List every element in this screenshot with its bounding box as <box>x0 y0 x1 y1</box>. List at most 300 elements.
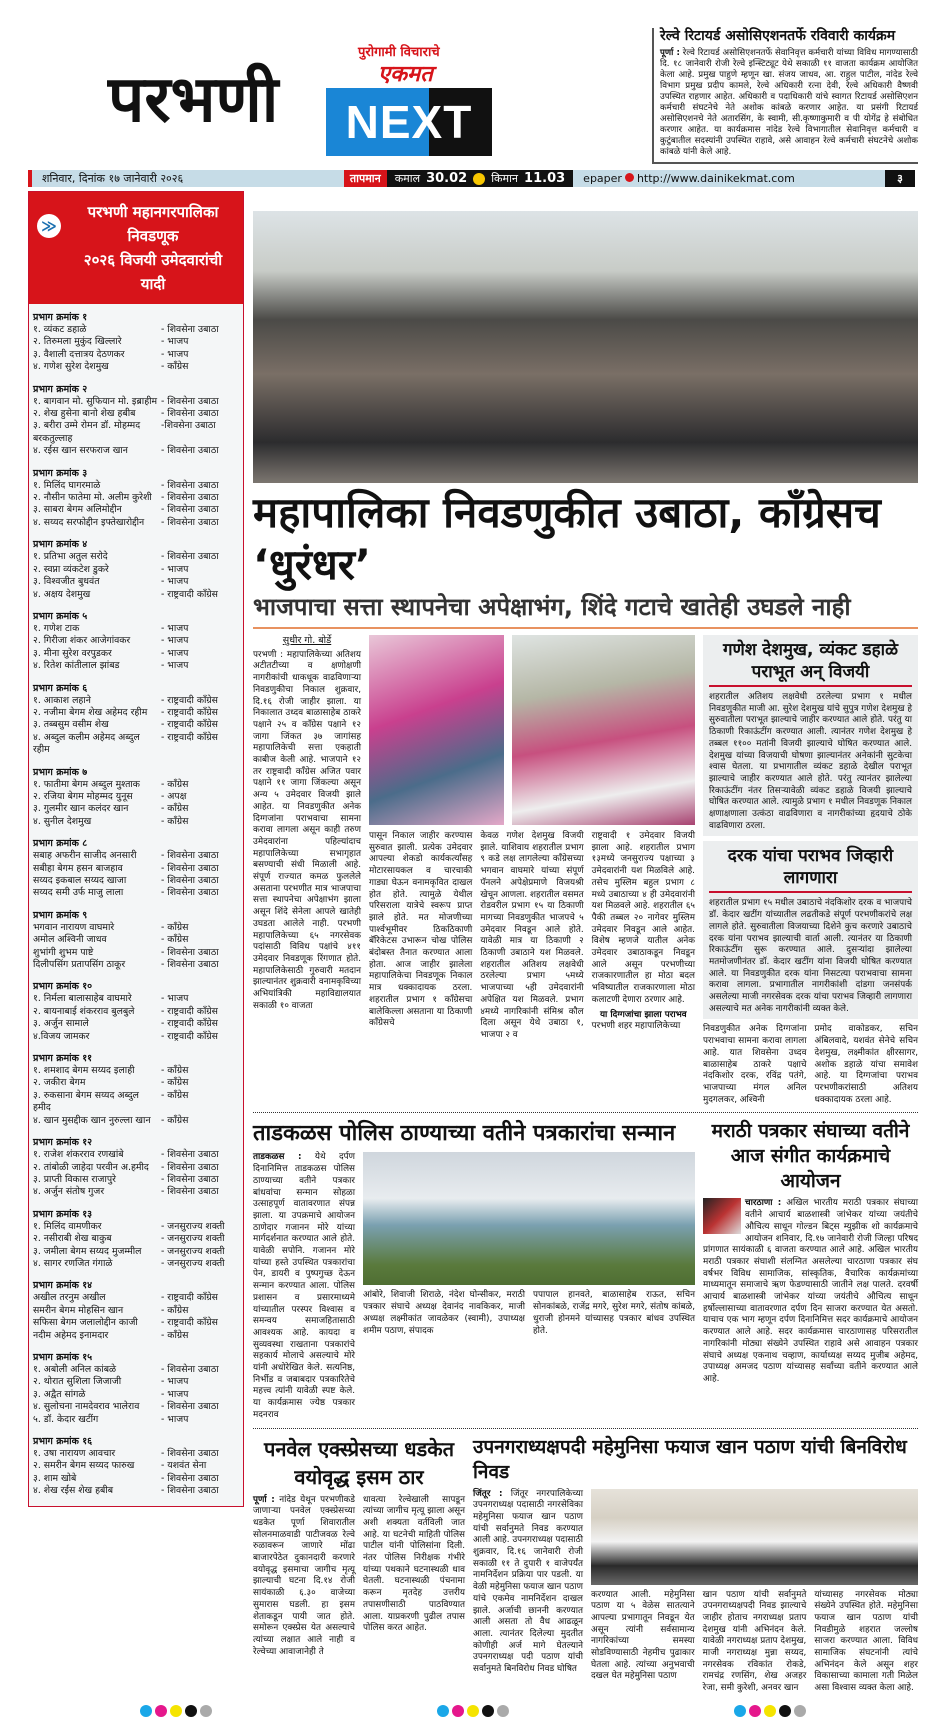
winner-party: - शिवसेना उबाठा <box>161 479 219 491</box>
winner-row <box>33 1258 239 1270</box>
winner-party: - शिवसेना उबाठा <box>161 1363 219 1375</box>
ward-block <box>29 1428 243 1500</box>
winner-row <box>33 1031 239 1043</box>
music-story <box>703 1119 918 1385</box>
winner-row <box>33 504 239 516</box>
winner-row <box>33 779 239 791</box>
lead-subhead: भाजपाचा सत्ता स्थापनेचा अपेक्षाभंग, शिंदे गटाचे खातेही उघडले नाही <box>253 591 918 629</box>
winner-name: सय्यद समी उर्फ माजु लाला <box>33 887 124 899</box>
music-headline <box>703 1119 918 1194</box>
page-number: ३ <box>885 170 915 187</box>
headline-line: मराठी पत्रकार संघाच्या वतीने <box>711 1120 910 1143</box>
ward-block <box>29 675 243 759</box>
winner-row <box>33 480 239 492</box>
headline-line: पनवेल एक्स्प्रेसच्या धडकेत <box>263 1436 455 1461</box>
felicitation-photo <box>591 1489 918 1585</box>
winner-row <box>33 420 239 445</box>
panvel-column <box>253 1495 355 1659</box>
winner-name: २. गिरीजा शंकर आजेगांवकर <box>33 635 131 647</box>
winner-name: १. आकाश लहाने <box>33 694 91 706</box>
ward-block <box>29 304 243 376</box>
lead-headline: महापालिका निवडणुकीत उबाठा, काँग्रेसच ‘धुरंधर’ <box>253 488 881 589</box>
lead-section <box>253 635 918 1106</box>
winner-party: - शिवसेना उबाठा <box>161 946 219 958</box>
winner-party: - शिवसेना उबाठा <box>161 1149 219 1161</box>
winner-party: - भाजप <box>161 336 189 348</box>
winner-row <box>33 660 239 672</box>
winner-row <box>33 396 239 408</box>
body-text: अखिल भारतीय मराठी पत्रकार संघाच्या वतीने आचार्य बाळशास्त्री जांभेकर यांच्या जयंतीचे औचित्य साधून गोल्डन बिट्स म्युझीक शो कार्यक्रमाचे आयोजन शनिवार, दि.१७ जानेवारी रोजी जिल्हा परिषद प्रांगणात सायंकाळी ६ वाजता करण्यात आले आहे. अखिल भारतीय मराठी पत्रकार संघाशी संलग्नित असलेल्या चारठाणा पत्रकार संघ वर्षभर विविध सामाजिक, सांस्कृतिक, वैचारिक कार्यक्रमांच्या माध्यमातून समाजाचे ऋण फेडण्यासाठी जातीने लक्ष पालते. दरवर्षी आचार्य बाळशास्त्री जांभेकर यांच्या जयंतीचे औचित्य साधून हर्षोल्लासाच्या वातावरणात दर्पण दिन साजरा करण्यात येत असतो. याचाच एक भाग म्हणून दर्पण दिनानिमित्त सदर कार्यक्रमाचे आयोजन करण्यात आले आहे. सदर कार्यक्रमास चारठाणासह परिसरातील नागरिकांनी मोठ्या संख्येने उपस्थित राहावे असे आवाहन पत्रकार संघाचे अध्यक्ष एकनाथ चव्हाण, कार्याध्यक्ष सय्यद मुजीब अहेमद, उपाध्यक्ष अमजद पठाण यांच्यासह सर्वांच्या वतीने करण्यात आले आहे. <box>703 1198 918 1384</box>
winner-row <box>33 922 239 934</box>
winner-name: ४. रितेश कांतीलाल झांबड <box>33 660 120 672</box>
winner-row <box>33 1305 239 1317</box>
lead-right <box>369 635 695 1042</box>
list-title-line1: परभणी महानगरपालिका निवडणूक <box>87 203 219 245</box>
winner-party: - शिवसेना उबाठा <box>161 551 219 563</box>
epaper-link[interactable] <box>573 172 885 185</box>
winner-row <box>33 791 239 803</box>
winner-name: १. मिलिंद वामणीकर <box>33 1220 102 1232</box>
winner-party: - काँग्रेस <box>161 1114 189 1126</box>
winner-row <box>33 1115 239 1127</box>
temperature-label: तापमान <box>344 170 387 187</box>
winner-name: १. अबोली अनिल कांबळे <box>33 1363 117 1375</box>
issue-date: शनिवार, दिनांक १७ जानेवारी २०२६ <box>42 172 184 185</box>
winners-list <box>28 191 244 1507</box>
winner-name: १. व्यंकट डहाळे <box>33 324 87 335</box>
winner-name: १. गणेश टाक <box>33 622 80 634</box>
ward-title: प्रभाग क्रमांक ७ <box>33 766 88 778</box>
winner-party: - अपक्ष <box>161 790 187 802</box>
photo-caption: आंबोरे, शिवाजी शिराळे, नंदेश घोन्सीकर, मराठी पत्रकार संघाचे अध्यक्ष देवानंद नावकिकर, माजी अध्यक्ष लक्ष्मीकांत जावळेकर (स्वामी), उपाध्यक्ष शमीम पठाण, संपादक <box>363 1290 525 1336</box>
max-label: कमाल <box>394 172 421 185</box>
lead-column-3: केवळ गणेश देशमुख विजयी झाले. याशिवाय शहरातील प्रभाग ९ कडे लक्ष लागलेल्या काँग्रेसच्या भगवान वाघमारे यांच्या संपूर्ण पॅनलने अपेक्षेप्रमाणे विजयश्री खेचून आणला. शहरातील वसमत रोडवरील प्रभाग १५ या ठिकाणी मागच्या निवडणुकीत भाजपचे ५ उमेदवार निवडून आले होते. यावेळी मात्र या ठिकाणी २ ठिकाणी उबाठाने यश मिळवले. शहरातील अतिशय लक्षवेधी ठरलेल्या प्रभाग ५मध्ये भाजपाच्या ५ही उमेदवारांनी अपेक्षित यश मिळवले. प्रभाग ४मध्ये नागरिकांनी संमिश्र कौल दिला असून येथे उबाठा १, भाजपा २ व <box>480 831 584 1040</box>
ward-title: प्रभाग क्रमांक १२ <box>33 1137 93 1149</box>
winner-party: - भाजप <box>161 993 189 1005</box>
winner-row <box>33 875 239 887</box>
singer-photo <box>703 1198 741 1234</box>
winner-party: - शिवसेना उबाठा <box>161 850 219 862</box>
masthead <box>28 28 628 156</box>
ward-title: प्रभाग क्रमांक ६ <box>33 682 88 694</box>
winner-row <box>33 1389 239 1401</box>
winner-name: २. जकीरा बेगम <box>33 1077 86 1089</box>
dateline: चारठाणा : <box>745 1198 782 1209</box>
winner-row <box>33 1401 239 1413</box>
byline: सुधीर गो. बोर्डे <box>282 635 332 646</box>
color-registration-marks <box>437 1705 509 1717</box>
winner-name: ४.विजय जामकर <box>33 1030 90 1042</box>
winner-name: २. स्वप्ना व्यंकटेश डुकरे <box>33 563 109 575</box>
panvel-story <box>253 1435 465 1659</box>
winner-name: सबाह अफरीन साजीद अनसारी <box>33 850 137 862</box>
masthead-brand: एकमत <box>378 62 433 87</box>
winner-row <box>33 336 239 348</box>
headline-line: आज संगीत कार्यक्रमाचे आयोजन <box>730 1145 891 1193</box>
winner-row <box>33 707 239 719</box>
winner-row <box>33 1006 239 1018</box>
ward-block <box>29 1129 243 1201</box>
winner-name: ३. रुकसाना बेगम सय्यद अब्दुल हमीद <box>33 1089 139 1114</box>
temperature-values <box>387 170 573 187</box>
winner-row <box>33 719 239 731</box>
ward-title: प्रभाग क्रमांक १५ <box>33 1351 93 1363</box>
winner-name: २. समरीन बेगम सय्यद फारुख <box>33 1460 135 1472</box>
winner-party: - राष्ट्रवादी काँग्रेस <box>161 1317 218 1329</box>
journalists-group-photo <box>363 1152 695 1285</box>
winner-party: - जनसुराज्य शक्ती <box>161 1220 225 1232</box>
winner-party: - भाजप <box>161 563 189 575</box>
sidebar-story-deshmukh <box>703 635 918 836</box>
winner-row <box>33 1364 239 1376</box>
winner-party: - शिवसेना उबाठा <box>161 408 219 420</box>
winner-name: ३. तब्बसुम वसीम शेख <box>33 719 109 731</box>
winner-name: ३. विश्वजीत बुधवंत <box>33 576 100 588</box>
winner-name: ४. रईस खान सरफराज खान <box>33 445 128 457</box>
winner-row <box>33 623 239 635</box>
winner-name: १. उषा नारायण आवचार <box>33 1448 116 1459</box>
winner-name: ३. साबरा बेगम अलिमोद्दीन <box>33 504 122 516</box>
winner-row <box>33 1090 239 1115</box>
winner-party: - यशवंत सेना <box>161 1460 207 1472</box>
winner-name: ४. अक्षय देशमुख <box>33 588 91 600</box>
sidebar-headline: दरक यांचा पराभव जिव्हारी लागणारा <box>709 845 912 893</box>
winner-row <box>33 1330 239 1342</box>
winner-party: - काँग्रेस <box>161 1077 189 1089</box>
ward-title: प्रभाग क्रमांक ८ <box>33 838 88 850</box>
max-temp: 30.02 <box>426 171 468 186</box>
winner-party: - शिवसेना उबाठा <box>161 324 219 335</box>
winner-party: - काँग्रेस <box>161 1065 189 1077</box>
winner-row <box>33 947 239 959</box>
winner-name: शुभांगी शुभम पाष्टे <box>33 946 94 958</box>
winner-party: - शिवसेना उबाठा <box>161 516 219 528</box>
ward-block <box>29 830 243 902</box>
body-text: नांदेड येथून परभणीकडे जाणाऱ्या पनवेल एक्स्प्रेसच्या धडकेत पूर्णा शिवारातील सोलनमाळवाडी पाटीजवळ रेल्वे रुळावरून जाणारे मोंढा बाजारपेठेत दुकानदारी करणारे वयोवृद्ध इसमाचा जागीच मृत्यू झाल्याची घटना दि.१४ रोजी सायंकाळी ६.३० वाजेच्या सुमारास घडली. हा इसम शेताकडून पायी जात होते. समोरून एक्स्प्रेस येत असल्याचे त्यांच्या लक्षात आले नाही व रेल्वेच्या आवाजानेही ते <box>253 1494 355 1657</box>
winner-name: ३. बरीरा उम्मे रोमन डॉ. मोहम्मद बरकतुल्लाह <box>33 420 141 444</box>
winner-party: - राष्ट्रवादी काँग्रेस <box>161 1030 218 1042</box>
color-registration-marks <box>140 1705 212 1717</box>
header <box>28 0 918 164</box>
lead-text: परभणी : महापालिकेच्या अतिशय अटीतटीच्या व क्षणोक्षणी नागरीकांची धाकधूक वाढविणाऱ्या निवडणुकीचा निकाल शुक्रवार, दि.१६ रोजी जाहीर झाला. या निकालात उध्दव बाळासाहेब ठाकरे पक्षाने २५ व काँग्रेस पक्षाने १२ जागा जिंकत ३७ जागांसह महापालिकेची सत्ता एकहाती काबीज केली आहे. भाजपाने १२ तर राष्ट्रवादी काँग्रेस अजित पवार पक्षाने ११ जागा जिंकल्या असून अन्य ५ उमेदवार विजयी झाले आहेत. या निवडणुकीत अनेक दिग्गजांना पराभवाचा सामना करावा लागला असून काही तरुण उमेदवारांना पहिल्यांदाच महापालिकेच्या सभागृहात बसण्याची संधी मिळाली आहे. संपूर्ण राज्यात कमळ फुललेले असताना परभणीत मात्र भाजपाचा सत्ता स्थापनेचा अपेक्षाभंग झाला असून शिंदे सेनेला आपले खातेही उघडता आलेले नाही. परभणी महापालिकेच्या ६५ नगरसेवक पदांसाठी विविध पक्षांचे ४११ उमेदवार निवडणूक रिंगणात होते. महापालिकेसाठी गुरुवारी मतदान झाल्यानंतर शुक्रवारी वनामकृविच्या अभियांत्रिकी महाविद्यालयात सकाळी १० वाजता <box>253 649 361 1011</box>
winner-name: १. राजेश शंकरराव रणखांबे <box>33 1149 124 1161</box>
ward-block <box>29 902 243 974</box>
winner-name: २. बायनाबाई शंकरराव बुलबुले <box>33 1005 135 1017</box>
winner-party: - शिवसेना उबाठा <box>161 862 219 874</box>
winner-row <box>33 1174 239 1186</box>
winner-row <box>33 1077 239 1089</box>
winner-party: - शिवसेना उबाठा <box>161 887 219 899</box>
winner-row <box>33 850 239 862</box>
winner-name: २. नौसीन फातेमा मो. अलीम कुरेशी <box>33 492 152 504</box>
winner-row <box>33 1186 239 1198</box>
winner-name: समरीन बेगम मोहसिन खान <box>33 1304 124 1316</box>
winner-name: २. शेख हुसेना बानो शेख हबीब <box>33 408 136 420</box>
vice-president-story <box>473 1435 918 1695</box>
vice-column: करण्यात आली. महेमुनिसा पठाण या ५ वेळेस सातत्याने आपल्या प्रभागातून निवडून येत असून त्यांनी सर्वसामान्य नागरिकांच्या समस्या सोडविण्यासाठी नेहमीच पुढाकार घेतला आहे. त्यांच्या अनुभवाची दखल घेत महेमुनिसा पठाण <box>591 1589 695 1682</box>
winner-name: १. निर्मला बालासाहेब वाघमारे <box>33 993 132 1005</box>
sun-icon <box>473 173 485 185</box>
winner-party: - शिवसेना उबाठा <box>161 504 219 516</box>
dateline: ताडकळस : <box>253 1152 302 1163</box>
winner-row <box>33 1065 239 1077</box>
winner-row <box>33 576 239 588</box>
body-text: येथे दर्पण दिनानिमित्त ताडकळस पोलिस ठाण्याच्या वतीने पत्रकार बांधवांचा सन्मान सोहळा उत्साहपूर्ण वातावरणात संपन्न झाला. या उपक्रमाचे आयोजन ठाणेदार गजानन मोरे यांच्या मार्गदर्शनात करण्यात आले होते. यावेळी सपोनि. गजानन मोरे यांच्या हस्ते उपस्थित पत्रकारांचा पेन, डायरी व पुष्पगुच्छ देऊन सन्मान करण्यात आला. पोलिस प्रशासन व प्रसारमाध्यमे यांच्यातील परस्पर विश्वास व समन्वय समाजहितासाठी आवश्यक आहे. कायदा व सुव्यवस्था राखताना पत्रकारांचे सहकार्य मोलाचे असल्याचे मोरे यांनी अधोरेखित केले. सत्यनिष्ठ, निर्भीड व जबाबदार पत्रकारितेचे महत्त्व त्यांनी यावेळी स्पष्ट केले. या कार्यक्रमास ज्येष्ठ पत्रकार मदनराव <box>253 1152 355 1420</box>
ward-block <box>29 603 243 675</box>
winner-row <box>33 324 239 336</box>
winner-row <box>33 1448 239 1460</box>
dateline: पूर्णा : <box>253 1494 275 1505</box>
panvel-column: धावत्या रेल्वेखाली सापडून त्यांच्या जागीच मृत्यू झाला असून अशी शक्यता वर्तविली जात आहे. या घटनेची माहिती पोलिस पाटील यांनी पोलिसांना दिली. नंतर पोलिस निरीक्षक गंभीरे यांच्या पथकाने घटनास्थळी धाव घेतली. घटनास्थळी पंचनामा करून मृतदेह उत्तरीय तपासणीसाठी पाठविण्यात आला. याप्रकरणी पुढील तपास पोलिस करत आहेत. <box>363 1494 465 1634</box>
winner-row <box>33 695 239 707</box>
winner-party: - राष्ट्रवादी काँग्रेस <box>161 1005 218 1017</box>
winner-name: ३. अद्वैत सांगळे <box>33 1388 86 1400</box>
epaper-icon <box>625 173 634 182</box>
winner-name: अखील तरनुम अखील <box>33 1292 106 1304</box>
winner-name: भगवान नारायण वाघमारे <box>33 921 115 933</box>
winner-name: १. फातीमा बेगम अब्दुल मुश्ताक <box>33 778 140 790</box>
top-story <box>652 28 918 164</box>
page-body <box>28 191 918 1695</box>
divider <box>253 1112 918 1113</box>
winner-row <box>33 1376 239 1388</box>
winner-party: - काँग्रेस <box>161 815 189 827</box>
dateline: जिंतूर : <box>473 1488 503 1499</box>
ward-block <box>29 1201 243 1273</box>
winner-party: - शिवसेना उबाठा <box>161 1401 219 1413</box>
ward-title: प्रभाग क्रमांक ११ <box>33 1053 93 1065</box>
winner-row <box>33 732 239 757</box>
winner-row <box>33 635 239 647</box>
winner-name: ३. गुलमीर खान कलंदर खान <box>33 803 129 815</box>
divider <box>253 1428 918 1429</box>
sidebar-story-darak <box>703 841 918 1019</box>
winner-party: - राष्ट्रवादी काँग्रेस <box>161 588 218 600</box>
color-registration-marks <box>734 1705 806 1717</box>
winner-party: - जनसुराज्य शक्ती <box>161 1257 225 1269</box>
ward-block <box>29 759 243 831</box>
winner-row <box>33 361 239 373</box>
photo-caption: पपापाल हानवते, बाळासाहेब राऊत, सचिन सोनकांबळे, राजेंद्र मगरे, सुरेश मगरे, संतोष कांबळे, धुराजी होनमने यांच्यासह पत्रकार बांधव उपस्थित होते. <box>533 1290 695 1336</box>
registration-marks-row <box>28 1705 918 1717</box>
winner-party: - काँग्रेस <box>161 1089 189 1101</box>
top-story-headline: रेल्वे रिटायर्ड असोसिएशनतर्फे रविवारी कार्यक्रम <box>660 28 896 44</box>
winner-party: - राष्ट्रवादी काँग्रेस <box>161 1292 218 1304</box>
winner-party: - राष्ट्रवादी काँग्रेस <box>161 719 218 731</box>
winner-name: ४. सुनील देशमुख <box>33 815 92 827</box>
winner-name: १. बागवान मो. सुफियान मो. इब्राहीम <box>33 395 158 407</box>
winner-row <box>33 551 239 563</box>
ward-block <box>29 973 243 1045</box>
ward-block <box>29 460 243 532</box>
ward-title: प्रभाग क्रमांक ९ <box>33 909 88 921</box>
panvel-headline <box>253 1435 465 1491</box>
lead-column-2: पासून निकाल जाहीर करण्यास सुरुवात झाली. प्रत्येक उमेदवार आपल्या शेकडो कार्यकर्त्यांसह मोटारसायकल व चारचाकी गाड्या घेऊन वनामकृवित दाखल होत होते. त्यामुळे येथील परिसराला यात्रेचे स्वरूप प्राप्त झाले होते. मत मोजणीच्या पार्श्वभूमीवर ठिकठिकाणी बॅरिकेटस उभारून चोख पोलिस बंदोबस्त तैनात करण्यात आला होता. आज जाहीर झालेला महापालिकेचा निवडणूक निकाल मात्र धक्कादायक ठरला. शहरातील प्रभाग १ काँग्रेसचा बालेकिल्ला असताना या ठिकाणी काँग्रेसचे <box>369 831 473 1029</box>
winner-row <box>33 803 239 815</box>
winner-row <box>33 1485 239 1497</box>
winner-row <box>33 517 239 529</box>
winner-party: - शिवसेना उबाठा <box>161 959 219 971</box>
ward-block <box>29 376 243 460</box>
winner-name: सबीहा बेगम हसन बाजहाव <box>33 862 123 874</box>
winner-name: २. तिरुमला मुकुंद खिल्लारे <box>33 336 122 348</box>
winner-party: - शिवसेना उबाठा <box>161 1485 219 1497</box>
winner-name: सफिसा बेगम जलालोद्दीन काजी <box>33 1317 138 1329</box>
masthead-tagline: पुरोगामी विचाराचे <box>358 45 440 60</box>
winner-party: - काँग्रेस <box>161 803 189 815</box>
winner-row <box>33 816 239 828</box>
winner-row <box>33 1292 239 1304</box>
winner-party: -शिवसेना उबाठा <box>161 420 216 432</box>
winner-row <box>33 349 239 361</box>
winner-name: नदीम अहेमद इनामदार <box>33 1329 109 1341</box>
list-title-line2: २०२६ विजयी उमेदवारांची यादी <box>83 251 223 293</box>
winner-row <box>33 959 239 971</box>
winner-row <box>33 1233 239 1245</box>
winner-party: - काँग्रेस <box>161 934 189 946</box>
sidebar-headline: गणेश देशमुख, व्यंकट डहाळे पराभूत अन् विजयी <box>709 639 912 687</box>
winner-row <box>33 492 239 504</box>
winner-name: ५. डॉ. केदार खटींग <box>33 1413 99 1425</box>
winner-name: २. रजिया बेगम मोहम्मद युनूस <box>33 790 133 802</box>
music-body <box>703 1198 918 1385</box>
winner-row <box>33 993 239 1005</box>
winner-party: - भाजप <box>161 348 189 360</box>
winner-row <box>33 934 239 946</box>
gulal-photo-1 <box>369 635 504 825</box>
sidebar-body: शहरातील अतिशय लक्षवेधी ठरलेल्या प्रभाग १ मधील निवडणुकीत माजी आ. सुरेश देशमुख यांचे सुपुत्र गणेश देशमुख हे सुरुवातीला पराभूत झाल्याचे जाहीर करण्यात आले होते. परंतु या ठिकाणी रिकाऊंटींग करण्यात आली. त्यानंतर गणेश देशमुख हे तब्बल ११०० मतांनी विजयी झाल्याचे घोषित करण्यात आले. देशमुख यांच्या विजयाची घोषणा झाल्यानंतर अनेकांनी सुटकेचा श्वास घेतला. या प्रभागातील व्यंकट डहाळे देखील पराभूत झाल्याचे जाहीर करण्यात आले होते. परंतु त्यानंतर झालेल्या रिकाऊंटींग नंतर तिसऱ्यावेळी व्यंकट डहाळे विजयी झाल्याचे घोषित करण्यात आले. त्यामुळे प्रभाग १ मधील निवडणूक निकाल क्षणाक्षणाला उत्कंठा वाढविणारा व नागरीकांच्या हृदयाचे ठोके वाढविणारा ठरला. <box>709 692 912 831</box>
headline-line: वयोवृद्ध इसम ठार <box>294 1464 424 1489</box>
winner-name: २. नजीमा बेगम शेख अहेमद रहीम <box>33 706 148 718</box>
masthead-title: परभणी <box>108 63 279 137</box>
chevron-down-icon: ≫ <box>37 214 61 238</box>
dateline: पूर्णा : <box>660 48 680 58</box>
gulal-photo-2 <box>512 635 695 825</box>
winner-party: - भाजप <box>161 576 189 588</box>
masthead-next-logo: NEXT <box>326 88 492 156</box>
date-bar <box>28 170 915 187</box>
winner-party: - शिवसेना उबाठा <box>161 875 219 886</box>
winner-name: १. शमशाद बेगम सय्यद इलाही <box>33 1065 135 1077</box>
winner-party: - जनसुराज्य शक्ती <box>161 1233 225 1245</box>
ward-title: प्रभाग क्रमांक १४ <box>33 1280 93 1292</box>
ward-block <box>29 531 243 603</box>
winner-row <box>33 863 239 875</box>
min-temp: 11.03 <box>524 171 566 186</box>
winner-party: - शिवसेना उबाठा <box>161 1448 219 1459</box>
winner-name: २. नसीराबी शेख बाकुब <box>33 1233 112 1245</box>
vice-column: खान पठाण यांची सर्वानुमते उपनगराध्यक्षपदी निवड झाल्याचे जाहीर होताच नगराध्यक्ष प्रताप देशमुख यांनी अभिनंदन केले. यावेळी नगराध्यक्ष प्रताप देशमुख, माजी नगराध्यक्ष मुन्ना सय्यद, नगरसेवक रविकांत रोकडे, रामचंद्र रणसिंग, शेख अजहर रेजा, समी कुरेशी, अनवर खान <box>702 1589 807 1694</box>
ward-list <box>29 304 243 1500</box>
winner-party: - शिवसेना उबाठा <box>161 395 219 407</box>
ward-title: प्रभाग क्रमांक ४ <box>33 539 88 551</box>
winner-row <box>33 1018 239 1030</box>
vice-column: यांच्यासह नगरसेवक मोठ्या संख्येने उपस्थित होते. महेमुनिसा फयाज खान पठाण यांची निवडीमुळे शहरात जल्लोष साजरा करण्यात आला. विविध सामाजिक संघटनांनी त्यांचे अभिनंदन केले असून शहर विकासाच्या कामाला गती मिळेल असा विश्वास व्यक्त केला आहे. <box>814 1589 919 1694</box>
winner-party: - शिवसेना उबाठा <box>161 1186 219 1198</box>
winner-row <box>33 1162 239 1174</box>
winner-party: - काँग्रेस <box>161 921 189 933</box>
winner-row <box>33 408 239 420</box>
winner-party: - काँग्रेस <box>161 361 189 373</box>
winner-row <box>33 1460 239 1472</box>
winner-party: - राष्ट्रवादी काँग्रेस <box>161 731 218 743</box>
winner-name: १. प्रतिभा अतुल सरोदे <box>33 551 108 563</box>
winner-name: ४. खान मुसद्दीक खान नुरुल्ला खान <box>33 1114 151 1126</box>
police-headline: ताडकळस पोलिस ठाण्याच्या वतीने पत्रकारांचा सन्मान <box>253 1121 676 1147</box>
winner-name: ४. सय्यद सरफोद्दीन इफ्तेखारोद्दीन <box>33 516 145 528</box>
winner-party: - काँग्रेस <box>161 778 189 790</box>
winner-row <box>33 648 239 660</box>
police-story <box>253 1119 695 1421</box>
winner-name: ४. सुलोचना नामदेवराव भालेराव <box>33 1401 140 1413</box>
ward-title: प्रभाग क्रमांक १६ <box>33 1436 93 1447</box>
winner-row <box>33 564 239 576</box>
lead-column-4 <box>592 831 695 1033</box>
ward-title: प्रभाग क्रमांक १३ <box>33 1208 93 1220</box>
winner-party: - राष्ट्रवादी काँग्रेस <box>161 694 218 706</box>
middle-section <box>253 1119 918 1421</box>
winner-name: ३. शाम खोबे <box>33 1472 77 1484</box>
winner-name: ४. सागर रणजित गंगाळे <box>33 1257 113 1269</box>
vice-president-headline: उपनगराध्यक्षपदी महेमुनिसा फयाज खान पठाण यांची बिनविरोध निवड <box>473 1435 907 1483</box>
winner-party: - शिवसेना उबाठा <box>161 445 219 457</box>
ward-block <box>29 1045 243 1129</box>
winner-party: - राष्ट्रवादी काँग्रेस <box>161 1018 218 1030</box>
winner-party: - काँग्रेस <box>161 1304 189 1316</box>
winner-party: - भाजप <box>161 1388 189 1400</box>
winner-name: ३. मीना सुरेश वरपुडकर <box>33 647 112 659</box>
lead-story <box>253 635 695 1042</box>
ward-title: प्रभाग क्रमांक ३ <box>33 467 88 479</box>
epaper-url[interactable]: http://www.dainikekmat.com <box>636 172 795 185</box>
bottom-section <box>253 1435 918 1695</box>
celebration-photo <box>253 211 918 483</box>
body-text: जिंतूर नगरपालिकेच्या उपनगराध्यक्ष पदासाठी नगरसेविका महेमुनिसा फयाज खान पठाण यांची सर्वानुमते निवड करण्यात आली आहे. उपनगराध्यक्ष पदासाठी शुक्रवार, दि.१६ जानेवारी रोजी सकाळी ११ ते दुपारी १ वाजेपर्यंत नामनिर्देशन प्रक्रिया पार पडली. या वेळी महेमुनिसा फयाज खान पठाण यांचे एकमेव नामनिर्देशन दाखल झाले. अर्जाची छाननी करण्यात आली असता तो वैध आढळून आला. त्यानंतर दिलेल्या मुदतीत कोणीही अर्ज मागे घेतल्याने उपनगराध्यक्ष पदी पठाण यांची सर्वानुमते बिनविरोध निवड घोषित <box>473 1488 583 1675</box>
winner-party: - राष्ट्रवादी काँग्रेस <box>161 706 218 718</box>
winner-party: - शिवसेना उबाठा <box>161 1161 219 1173</box>
winner-row <box>33 1221 239 1233</box>
winner-name: सय्यद इकबाल सय्यद खाजा <box>33 875 127 886</box>
lead-subheading: या दिग्गजांचा झाला पराभव <box>599 1009 687 1020</box>
lead-sidebar <box>703 635 918 1106</box>
winner-party: - भाजप <box>161 635 189 647</box>
winner-name: दिलीपसिंग प्रतापसिंग ठाकूर <box>33 959 126 971</box>
winner-name: अमोल अश्विनी जाधव <box>33 934 107 946</box>
winner-row <box>33 1473 239 1485</box>
winner-name: ४. शेख रईस शेख हबीब <box>33 1485 114 1497</box>
sidebar-column: निवडणुकीत अनेक दिग्गजांना पराभवाचा सामना करावा लागला आहे. यात शिवसेना उध्दव बाळासाहेब ठाकरे पक्षाचे नंदकिशोर दरक, रविंद्र पतंगे, भाजपाच्या मंगल अनिल मुदगलकर, अश्विनी <box>703 1024 807 1105</box>
winner-name: ३. प्राप्ती विकास राजापुरे <box>33 1173 116 1185</box>
winner-party: - शिवसेना उबाठा <box>161 1472 219 1484</box>
winner-row <box>33 1414 239 1426</box>
winner-party: - भाजप <box>161 647 189 659</box>
lead-text: परभणी शहर महापालिकेच्या <box>591 1021 681 1032</box>
winner-row <box>33 1149 239 1161</box>
winner-party: - जनसुराज्य शक्ती <box>161 1245 225 1257</box>
epaper-label: epaper <box>583 172 622 185</box>
winner-party: - काँग्रेस <box>161 1329 189 1341</box>
winner-name: १. मिलिंद घागरमाळे <box>33 479 101 491</box>
vice-column <box>473 1489 583 1676</box>
top-story-body <box>660 48 918 158</box>
winner-party: - शिवसेना उबाठा <box>161 492 219 504</box>
police-column <box>253 1152 355 1421</box>
winner-party: - भाजप <box>161 660 189 672</box>
winner-name: ४. अर्जुन संतोष गुजर <box>33 1186 105 1198</box>
winner-party: - भाजप <box>161 1376 189 1388</box>
winner-name: ३. अर्जुन सामाले <box>33 1018 89 1030</box>
sidebar-body: शहरातील प्रभाग १५ मधील उबाठाचे नंदकिशोर दरक व भाजपाचे डॉ. केदार खटींग यांच्यातील लढतीकडे संपूर्ण परभणीकरांचे लक्ष लागले होते. सुरुवातीला विजयाच्या दिशेने कुच करणारे उबाठाचे दरक यांना पराभव झाल्याची वार्ता आली. त्यानंतर या ठिकाणी रिकाऊंटींग सुरू करण्यात आले. दुसऱ्यांदा झालेल्या मतमोजणीनंतर डॉ. केदार खटींग यांना विजयी घोषित करण्यात आले. या निवडणुकीत दरक यांना निसटत्या पराभवाचा सामना करावा लागला. प्रभागातील नागरीकांशी दांडगा जनसंपर्क असलेल्या माजी नगरसेवक दरक यांचा पराभव जिव्हारी लागणारा असल्याचे मत अनेक नागरीकांनी व्यक्त केले. <box>709 898 912 1014</box>
